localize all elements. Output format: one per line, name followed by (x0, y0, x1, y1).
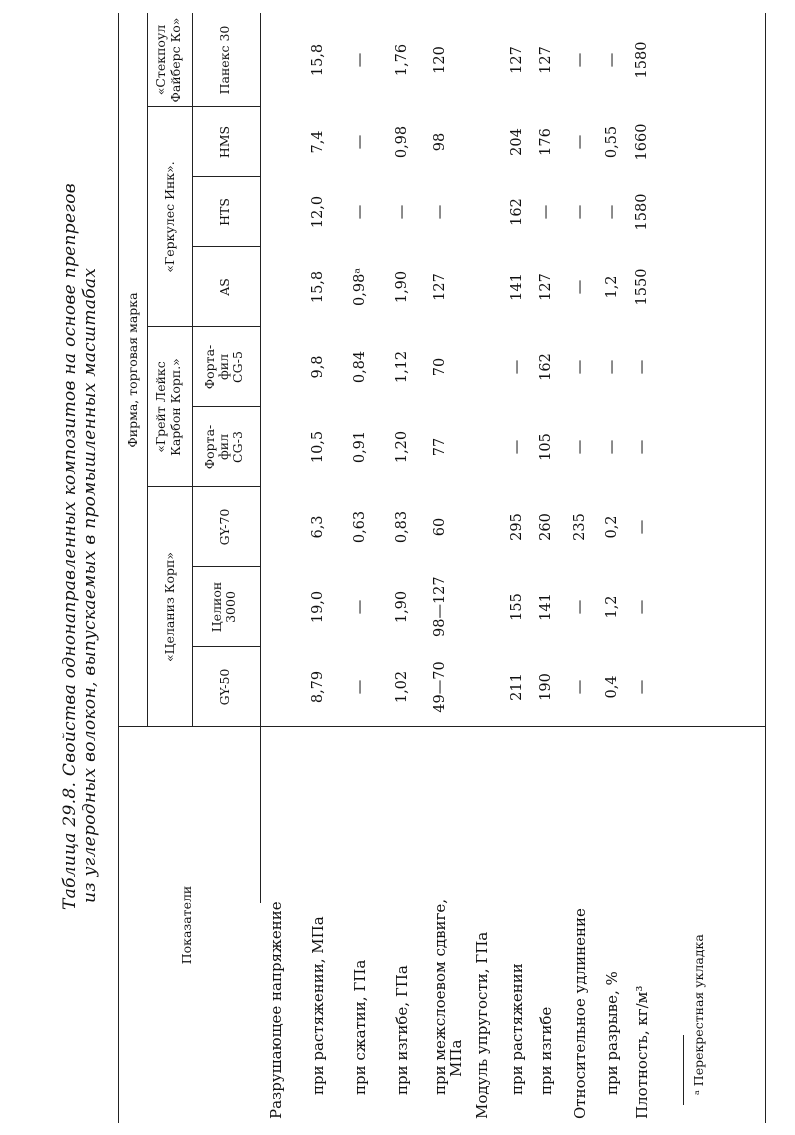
table-cell: 15,8 (310, 43, 326, 77)
table-cell: — (572, 134, 588, 150)
table-cell: 60 (432, 517, 448, 537)
row-label: при изгибе (537, 1006, 555, 1095)
table-cell: 155 (509, 593, 525, 621)
table-cell: — (572, 204, 588, 220)
header-bottom-rule (260, 13, 261, 903)
table-cell: — (604, 359, 620, 375)
table-cell: — (352, 204, 368, 220)
table-cell: 105 (538, 433, 554, 461)
row-label: при сжатии, ГПа (351, 959, 369, 1095)
company-stackpole-line2: Файберс Ко» (168, 17, 183, 103)
table-cell: — (394, 204, 410, 220)
header-brand-rule (147, 13, 148, 727)
col-header-hms: HMS (217, 125, 232, 159)
table-cell: 260 (538, 513, 554, 541)
table-cell: 49—70 (432, 661, 448, 713)
col-header-celion-line1: Целион (209, 581, 224, 633)
col-header-celion-line2: 3000 (223, 591, 238, 623)
table-cell: 0,98 (394, 125, 410, 159)
table-cell: 0,2 (604, 515, 620, 539)
table-cell: 10,5 (310, 430, 326, 464)
table-cell: 98 (432, 132, 448, 152)
header-company-rule (192, 13, 193, 727)
row-label: Разрушающее напряжение (267, 901, 285, 1119)
table-cell: 1,90 (394, 270, 410, 304)
table-cell: 1550 (634, 268, 650, 306)
table-cell: 127 (538, 46, 554, 74)
header-brand-group: Фирма, торговая марка (125, 292, 140, 448)
footnote: ᵃ Перекрестная укладка (691, 934, 706, 1095)
table-cell: 162 (538, 353, 554, 381)
table-cell: 0,84 (352, 350, 368, 384)
company-great-lakes-line1: «Грейт Лейкс (153, 361, 168, 453)
table-cell: — (604, 439, 620, 455)
col-header-cg3-line2: фил (216, 433, 231, 461)
table-cell: 12,0 (310, 195, 326, 229)
table-cell: 1,02 (394, 670, 410, 704)
table-cell: 127 (538, 273, 554, 301)
table-cell: 176 (538, 128, 554, 156)
row-label: Плотность, кг/м³ (633, 985, 651, 1119)
col-header-panex30: Панекс 30 (217, 25, 232, 95)
table-cell: 127 (509, 46, 525, 74)
table-cell: 1,20 (394, 430, 410, 464)
table-cell: — (634, 679, 650, 695)
table-cell: 204 (509, 128, 525, 156)
table-cell: 1,76 (394, 43, 410, 77)
table-cell: 15,8 (310, 270, 326, 304)
col-header-hts: HTS (217, 198, 232, 226)
table-cell: 211 (509, 673, 525, 701)
table-cell: — (509, 439, 525, 455)
table-cell: 70 (432, 357, 448, 377)
col-header-as: AS (217, 278, 232, 296)
indicator-column-divider (118, 726, 765, 727)
table-cell: — (509, 359, 525, 375)
table-cell: 9,8 (310, 355, 326, 379)
table-cell: — (352, 679, 368, 695)
table-cell: 98—127 (432, 576, 448, 637)
row-label: Модуль упругости, ГПа (473, 931, 491, 1119)
table-cell: — (432, 204, 448, 220)
table-cell: 77 (432, 437, 448, 457)
table-cell: 127 (432, 273, 448, 301)
table-cell: — (604, 52, 620, 68)
table-cell: — (572, 279, 588, 295)
row-label: при изгибе, ГПа (393, 965, 411, 1095)
table-cell: — (634, 519, 650, 535)
table-cell: — (572, 599, 588, 615)
table-cell: — (572, 679, 588, 695)
table-cell: 1,2 (604, 275, 620, 299)
table-cell: — (572, 52, 588, 68)
table-cell: 1660 (634, 123, 650, 161)
col-header-cg5-line3: CG-5 (230, 351, 245, 383)
table-cell: — (604, 204, 620, 220)
table-cell: 19,0 (310, 590, 326, 624)
table-cell: 0,83 (394, 510, 410, 544)
table-cell: 1,2 (604, 595, 620, 619)
table-cell: 1580 (634, 41, 650, 79)
col-header-gy50: GY-50 (217, 668, 232, 706)
table-cell: 162 (509, 198, 525, 226)
table-cell: 1,12 (394, 350, 410, 384)
footnote-rule (683, 1035, 684, 1105)
header-indicator: Показатели (179, 885, 194, 965)
table-top-rule (118, 13, 119, 1123)
table-cell: — (538, 204, 554, 220)
row-label: при межслоевом сдвиге, (431, 898, 449, 1095)
row-label: при растяжении (508, 963, 526, 1095)
table-cell: 6,3 (310, 515, 326, 539)
col-header-gy70: GY-70 (217, 508, 232, 546)
table-title-line2: из углеродных волокон, выпускаемых в промышленных масштабах (80, 267, 100, 903)
table-cell: 120 (432, 46, 448, 74)
row-label: Относительное удлинение (571, 908, 589, 1119)
table-cell: — (634, 439, 650, 455)
company-great-lakes-line2: Карбон Корп.» (168, 358, 183, 456)
table-cell: — (572, 439, 588, 455)
company-stackpole-line1: «Стекпоул (153, 24, 168, 96)
company-hercules: «Геркулес Инк». (162, 161, 177, 273)
row-label: при растяжении, МПа (309, 916, 327, 1095)
table-cell: 0,4 (604, 675, 620, 699)
table-cell: 0,91 (352, 430, 368, 464)
col-header-cg5-line1: Форта- (202, 344, 217, 390)
company-celanese: «Целаниз Корп» (162, 552, 177, 662)
table-cell: 0,98ᵃ (352, 268, 368, 306)
col-header-cg3-line1: Форта- (202, 424, 217, 470)
col-header-cg5-line2: фил (216, 353, 231, 381)
table-cell: 0,55 (604, 125, 620, 159)
table-bottom-rule (765, 13, 766, 1123)
table-cell: 1,90 (394, 590, 410, 624)
table-cell: — (572, 359, 588, 375)
table-cell: 295 (509, 513, 525, 541)
row-label: при разрыве, % (603, 971, 621, 1095)
table-cell: 235 (572, 513, 588, 541)
table-cell: — (634, 599, 650, 615)
table-cell: 1580 (634, 193, 650, 231)
table-cell: — (634, 359, 650, 375)
table-cell: 7,4 (310, 130, 326, 154)
table-cell: — (352, 599, 368, 615)
table-cell: 0,63 (352, 510, 368, 544)
row-label: МПа (447, 1039, 465, 1077)
table-cell: 190 (538, 673, 554, 701)
table-cell: — (352, 52, 368, 68)
table-title-line1: Таблица 29.8. Свойства однонаправленных композитов на основе препрегов (60, 183, 80, 910)
table-cell: 141 (509, 273, 525, 301)
col-header-cg3-line3: CG-3 (230, 431, 245, 463)
table-cell: — (352, 134, 368, 150)
table-cell: 141 (538, 593, 554, 621)
table-cell: 8,79 (310, 670, 326, 704)
